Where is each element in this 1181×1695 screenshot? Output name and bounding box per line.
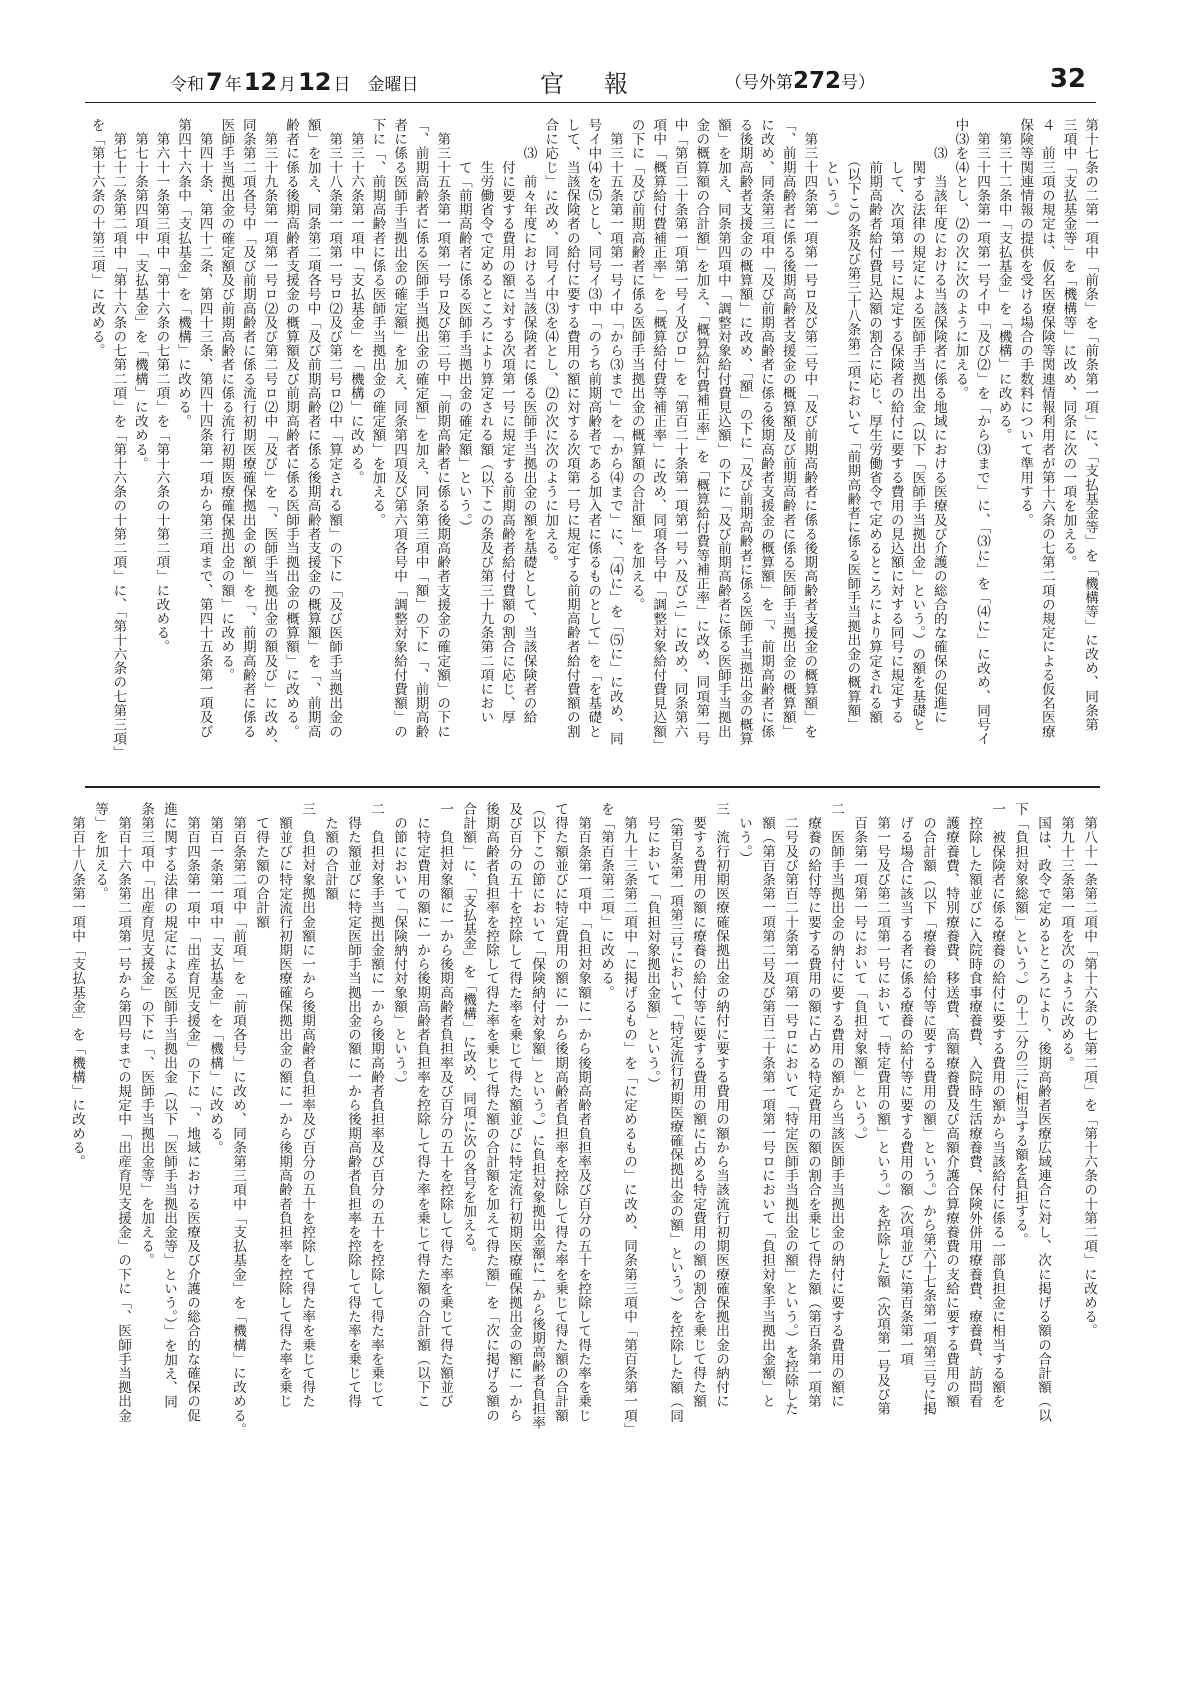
text-column: 療養の給付等に要する費用の額に占める特定費用の額の割合を乗じて得た額（第百条第一項第 (805, 802, 821, 1409)
text-column: 第八十一条第二項中「第十六条の七第二項」を「第十六条の十第二項」に改める。 (1081, 802, 1097, 1338)
text-column: 者に係る医師手当拠出金の確定額」を加え、同条第四項及び第六項各号中「調整対象給付費額」の (391, 118, 407, 739)
text-column: 下「負担対象総額」という。）の十二分の三に相当する額を負担する。 (1012, 802, 1028, 1247)
text-column: 国は、政令で定めるところにより、後期高齢者医療広域連合に対し、次に掲げる額の合計額（以 (1035, 802, 1051, 1423)
text-column: 医師手当拠出金の確定額及び前期高齢者に係る流行初期医療確保拠出金の額」に改める。 (218, 118, 235, 682)
text-column: 号イ中⑷を⑸とし、同号イ⑶中「のうち前期高齢者である加入者に係るものとして」を「を基礎と (585, 118, 602, 739)
text-column: て得た額の合計額 (253, 802, 269, 929)
text-column: 三 流行初期医療確保拠出金の納付に要する費用の額から当該流行初期医療確保拠出金の納付に (713, 802, 729, 1409)
text-column: 一 負担対象額に一から後期高齢者負担率及び百分の五十を控除して得た率を乗じて得た額並び (437, 802, 453, 1409)
text-column: て「前期高齢者に係る医師手当拠出金の確定額」という。） (455, 118, 472, 535)
section-divider (85, 786, 1100, 788)
text-column: 項中「概算給付費補正率」を「概算給付費等補正率」に改め、同項各号中「調整対象給付費見込額」 (650, 118, 667, 753)
text-column: 第一号及び第二項第一号において「特定費用の額」という。）を控除した額（次項第一号及び第 (874, 802, 890, 1416)
year: 7 (206, 68, 223, 96)
issue-suffix: 号） (841, 73, 876, 93)
text-column: 付に要する費用の額に対する次項第一号に規定する前期高齢者給付費額の割合に応じ、厚 (498, 118, 515, 725)
text-column: 及び百分の五十を控除して得た率を乗じて得た額並びに特定流行初期医療確保拠出金の額に一から (506, 802, 522, 1423)
text-column: 第三十五条第一項第一号イ中「から⑶まで」を「から⑷まで」に、「⑷に」を「⑸に」に改め、同 (606, 118, 623, 746)
text-column: 第百条第一項中「負担対象額に一から後期高齢者負担率及び百分の五十を控除して得た率を乗じ (575, 802, 591, 1423)
text-column: げる場合に該当する者に係る療養の給付等に要する費用の額（次項並びに第百条第一項 (897, 802, 913, 1366)
text-column: 中⑶を⑷とし、⑵の次に次のように加える。 (952, 118, 969, 400)
text-column: 保険等関連情報の提供を受ける場合の手数料について準用する。 (1017, 118, 1034, 527)
text-column: に改め、同条第三項中「及び前期高齢者に係る後期高齢者支援金の概算額」を「、前期高齢者に係 (758, 118, 775, 739)
issue-date (170, 68, 419, 96)
text-column: 二 負担対象手当拠出金額に一から後期高齢者負担率及び百分の五十を控除して得た率を乗じて (368, 802, 384, 1409)
text-column: 第三十四条第一項第一号イ中「及び⑵」を「から⑶まで」に、「⑶に」を「⑷に」に改め、同号イ (974, 118, 991, 746)
text-column: （以下この条及び第三十八条第二項において「前期高齢者に係る医師手当拠出金の概算額」 (844, 118, 861, 732)
page-number: 32 (1049, 64, 1086, 94)
text-column: に特定費用の額に一から後期高齢者負担率を控除して得た率を乗じて得た額の合計額（以下こ (414, 802, 430, 1409)
text-column: （第百条第一項第三号において「特定流行初期医療確保拠出金の額」という。）を控除した額（同 (667, 802, 683, 1423)
lower-text-block (69, 802, 1100, 1462)
text-column: ４ 前三項の規定は、仮名医療保険等関連情報利用者が第十六条の七第二項の規定による仮名医療 (1038, 118, 1055, 739)
text-column: 第百一条第一項中「支払基金」を「機構」に改める。 (207, 802, 223, 1155)
text-column: 得た額並びに特定医師手当拠出金の額に一から後期高齢者負担率を控除して得た率を乗じて得 (345, 802, 361, 1409)
text-column: 百条第一項第一号において「負担対象額」という。） (851, 802, 867, 1148)
gazette-header (85, 62, 1096, 103)
issue-number (725, 68, 875, 94)
text-column: 二号及び第百二十条第一項第一号ロにおいて「特定医師手当拠出金の額」という。）を控除した (782, 802, 798, 1416)
text-column: 第四十六条中「支払基金」を「機構」に改める。 (175, 118, 192, 429)
month-unit: 月 (279, 75, 297, 95)
text-column: の合計額（以下「療養の給付等に要する費用の額」という。）から第六十七条第一項第三号に掲 (920, 802, 936, 1416)
text-column: 第三十八条第一項第一号ロ⑵及び第二号ロ⑵中「算定される額」の下に「及び医師手当拠出金の (326, 118, 343, 739)
text-column: 第百条第二項中「前項」を「前項各号」に改め、同条第三項中「支払基金」を「機構」に改める。 (230, 802, 246, 1437)
text-column: 一 被保険者に係る療養の給付に要する費用の額から当該給付に係る一部負担金に相当する額を (989, 802, 1005, 1409)
text-column: 進に関する法律の規定による医師手当拠出金（以下「医師手当拠出金等」という。）」を加え、同 (161, 802, 177, 1409)
text-column: 額」を加え、同条第四項中「調整対象給付費見込額」の下に「及び前期高齢者に係る医師手当拠出 (714, 118, 731, 739)
text-column: た額の合計額 (322, 802, 338, 901)
text-column: 額」を加え、同条第二項各号中「及び前期高齢者に係る後期高齢者支援金の概算額」を「、前期高 (304, 118, 321, 739)
month: 12 (243, 68, 278, 96)
text-column: 号において「負担対象拠出金額」という。） (644, 802, 660, 1092)
day-unit: 日 (333, 75, 351, 95)
text-column: て得た額並びに特定費用の額に一から後期高齢者負担率を控除して得た率を乗じて得た額の合計額 (552, 802, 568, 1423)
text-column: 同条第二項各号中「及び前期高齢者に係る流行初期医療確保拠出金の額」を「、前期高齢者に係る (239, 118, 256, 739)
text-column: 護療養費、特別療養費、移送費、高額療養費及び高額介護合算療養費の支給に要する費用の額 (943, 802, 959, 1409)
text-column: 生労働省令で定めるところにより算定される額（以下この条及び第三十九条第二項におい (477, 118, 494, 725)
text-column: 金の概算額の合計額」を加え、「概算給付費補正率」を「概算給付費等補正率」に改め、同項第一号 (693, 118, 710, 746)
gazette-title: 官報 (540, 70, 668, 98)
text-column: 第百四条第一項中「出産育児支援金」の下に「、地域における医療及び介護の総合的な確保の促 (184, 802, 200, 1423)
text-column: 第九十三条第一項を次のように改める。 (1058, 802, 1074, 1070)
text-column: 額並びに特定流行初期医療確保拠出金の額に一から後期高齢者負担率を控除して得た率を乗じ (276, 802, 292, 1409)
issue-prefix: （号外第 (725, 73, 793, 93)
weekday: 金曜日 (367, 75, 419, 95)
text-column: して、当該保険者の給付に要する費用の額に対する次項第一号に規定する前期高齢者給付費額の割 (563, 118, 580, 739)
text-column: る後期高齢者支援金の概算額」に改め、「額」の下に「及び前期高齢者に係る医師手当拠出金の概算 (736, 118, 753, 746)
text-column: 三項中「支払基金等」を「機構等」に改め、同条に次の一項を加える。 (1060, 118, 1077, 570)
text-column: 要する費用の額に療養の給付等に要する費用の額に占める特定費用の額の割合を乗じて得た額 (690, 802, 706, 1409)
text-column: して、次項第一号に規定する保険者の給付に要する費用の見込額に対する同号に規定する (887, 118, 904, 725)
text-column: 第六十一条第三項中「第十六条の七第二項」を「第十六条の十第二項」に改める。 (153, 118, 170, 654)
text-column: 合に応じ」に改め、同号イ中⑶を⑷とし、⑵の次に次のように加える。 (542, 118, 559, 570)
text-column: 等」を加える。 (92, 802, 108, 901)
text-column: 後期高齢者負担率を控除して得た率を乗じて得た額の合計額を加えて得た額」を「次に掲げる額の (483, 802, 499, 1423)
upper-text-block (85, 118, 1100, 778)
text-column: （以下この節において「保険納付対象額」という。）に負担対象拠出金額に一から後期高齢者負担率 (529, 802, 545, 1430)
text-column: 関する法律の規定による医師手当拠出金（以下「医師手当拠出金」という。）の額を基礎と (909, 118, 926, 732)
text-column: 第三十二条中「支払基金」を「機構」に改める。 (995, 118, 1012, 443)
text-column: 二 医師手当拠出金の納付に要する費用の額から当該医師手当拠出金の納付に要する費用の額に (828, 802, 844, 1409)
text-column: を「第十六条の十第三項」に改める。 (88, 118, 105, 358)
text-column: ⑶ 前々年度における当該保険者に係る医師手当拠出金の額を基礎として、当該保険者の給 (520, 118, 537, 725)
text-column: 「、前期高齢者に係る医師手当拠出金の確定額」を加え、同条第三項中「額」の下に「、前期高齢 (412, 118, 429, 739)
text-column: 控除した額並びに入院時食事療養費、入院時生活療養費、保険外併用療養費、療養費、訪問看 (966, 802, 982, 1409)
text-column: を「第百条第二項」に改める。 (598, 802, 614, 1000)
text-column: 第三十九条第一項第一号ロ⑵及び第二号ロ⑵中「及び」を「、医師手当拠出金の額及び」に改め、 (261, 118, 278, 753)
text-column: 第四十条、第四十二条、第四十三条、第四十四条第一項から第三項まで、第四十五条第一項及び (196, 118, 213, 739)
text-column: 齢者に係る後期高齢者支援金の概算額及び前期高齢者に係る医師手当拠出金の概算額」に改める。 (283, 118, 300, 739)
text-column: の下に「及び前期高齢者に係る医師手当拠出金の概算額の合計額」を加える。 (628, 118, 645, 612)
text-column: 第十七条の二第一項中「前条」を「前条第一項」に、「支払基金等」を「機構等」に改め、同条第 (1082, 118, 1098, 732)
text-column: ⑶ 当該年度における当該保険者に係る地域における医療及び介護の総合的な確保の促進に (930, 118, 947, 725)
text-column: という。） (822, 118, 839, 224)
text-column: 下に「、前期高齢者に係る医師手当拠出金の確定額」を加える。 (369, 118, 386, 527)
text-column: 第三十六条第一項中「支払基金」を「機構」に改める。 (347, 118, 364, 485)
era: 令和 (170, 75, 204, 95)
text-column: 第七十条第四項中「支払基金」を「機構」に改める。 (131, 118, 148, 471)
text-column: いう。） (736, 802, 752, 866)
text-column: 中「第百二十条第一項第一号イ及びロ」を「第百二十条第一項第一号ハ及びニ」に改め、同条第六 (671, 118, 688, 739)
text-column: 第百十六条第二項第一号から第四号までの規定中「出産育児支援金」の下に「、医師手当拠出金 (115, 802, 131, 1423)
text-column: 条第三項中「出産育児支援金」の下に「、医師手当拠出金等」を加える。 (138, 802, 154, 1268)
day: 12 (298, 68, 332, 96)
text-column: 「、前期高齢者に係る後期高齢者支援金の概算額及び前期高齢者に係る医師手当拠出金の概算額」 (779, 118, 796, 739)
text-column: 三 負担対象拠出金額に一から後期高齢者負担率及び百分の五十を控除して得た率を乗じて得た (299, 802, 315, 1409)
text-column: 前期高齢者給付費見込額の割合に応じ、厚生労働省令で定めるところにより算定される額 (866, 118, 883, 725)
text-column: 第三十四条第一項第一号ロ及び第二号中「及び前期高齢者に係る後期高齢者支援金の概算額」を (801, 118, 818, 739)
text-column: 第七十二条第二項中「第十六条の七第二項」を「第十六条の十第二項」に、「第十六条の七第三項」 (110, 118, 127, 760)
issue-number-value: 272 (793, 68, 842, 94)
text-column: 第百十八条第一項中「支払基金」を「機構」に改める。 (69, 802, 85, 1169)
text-column: 第九十三条第二項中「に掲げるもの」を「に定めるもの」に改め、同条第三項中「第百条第一項」 (621, 802, 637, 1437)
text-column: の節において「保険納付対象額」という。） (391, 802, 407, 1092)
text-column: 額（第百条第一項第二号及び第百二十条第一項第一号ロにおいて「負担対象手当拠出金額」と (759, 802, 775, 1409)
year-unit: 年 (224, 75, 242, 95)
text-column: 第三十五条第一項第一号ロ及び第二号中「前期高齢者に係る後期高齢者支援金の確定額」の下に (434, 118, 451, 739)
text-column: 合計額」に、「支払基金」を「機構」に改め、同項に次の各号を加える。 (460, 802, 476, 1261)
